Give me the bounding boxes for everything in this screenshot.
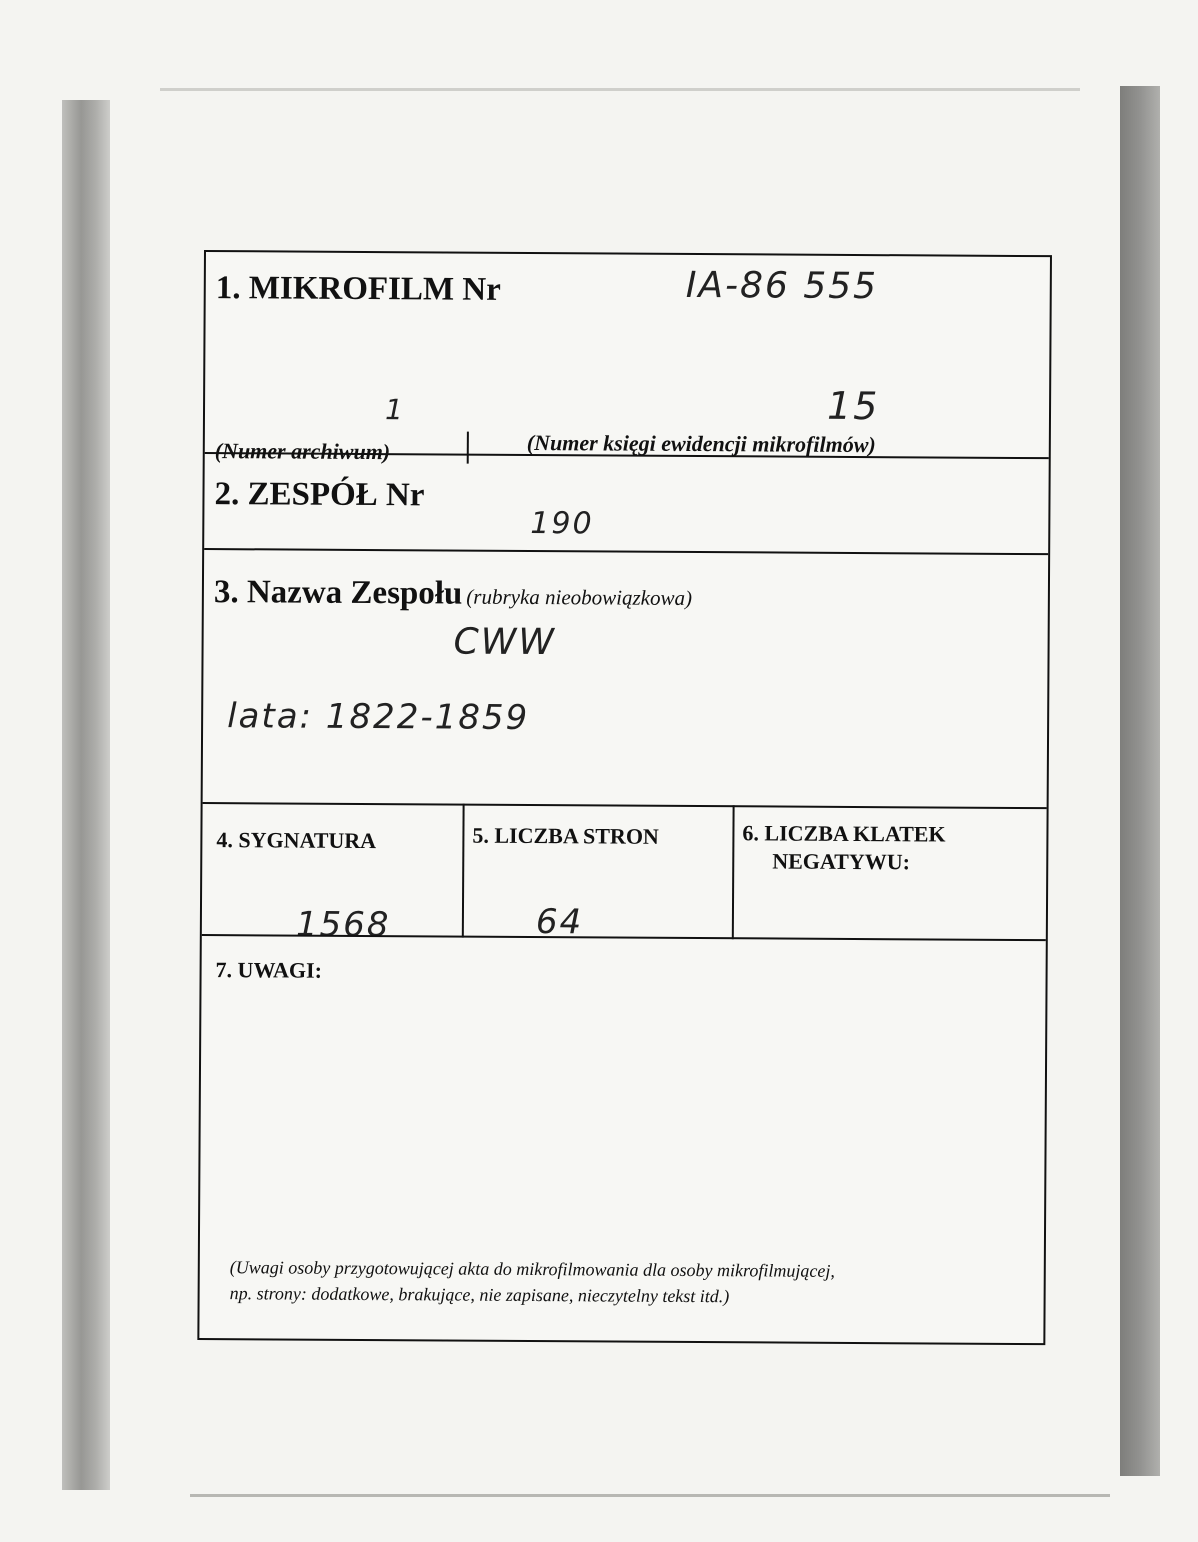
- remarks-instructions-line2: np. strony: dodatkowe, brakujące, nie zapisane, nieczytelny tekst itd.): [229, 1283, 730, 1307]
- call-number-label: 4. SYGNATURA: [216, 827, 377, 854]
- page-count-value: 64: [535, 902, 584, 943]
- ledger-number-label: (Numer księgi ewidencji mikrofilmów): [526, 429, 876, 458]
- archive-number-label: (Numer archiwum): [214, 438, 391, 465]
- scan-edge-left: [62, 100, 110, 1490]
- frame-count-label-line2: NEGATYWU:: [772, 848, 911, 875]
- remarks-label: 7. UWAGI:: [215, 957, 323, 983]
- column-divider-2: [732, 805, 735, 939]
- fonds-name-label-row: [214, 574, 692, 614]
- microfilm-number-label: 1. MIKROFILM Nr: [215, 270, 501, 308]
- page-count-label: 5. LICZBA STRON: [472, 822, 659, 849]
- section-divider-3: [203, 802, 1047, 809]
- frame-count-label: [742, 819, 945, 876]
- scan-edge-right: [1120, 86, 1160, 1476]
- fonds-number-value: 190: [530, 505, 594, 542]
- archive-number-value: 1: [384, 393, 405, 427]
- call-number-value: 1568: [295, 904, 391, 946]
- ledger-number-value: 15: [826, 383, 880, 429]
- fonds-years-value: lata: 1822-1859: [227, 696, 530, 738]
- column-divider-1: [462, 804, 465, 938]
- fonds-name-note: (rubryka nieobowiązkowa): [466, 584, 693, 610]
- fonds-number-label: 2. ZESPÓŁ Nr: [214, 476, 425, 514]
- scan-top-line: [160, 88, 1080, 91]
- archive-divider: [467, 432, 469, 464]
- frame-count-label-line1: 6. LICZBA KLATEK: [742, 820, 946, 847]
- fonds-name-label: 3. Nazwa Zespołu: [213, 574, 463, 612]
- remarks-instructions: [230, 1254, 1030, 1311]
- scan-bottom-line: [190, 1494, 1110, 1497]
- section-divider-2: [204, 548, 1048, 555]
- remarks-instructions-line1: (Uwagi osoby przygotowującej akta do mikrofilmowania dla osoby mikrofilmującej,: [229, 1257, 835, 1281]
- microfilm-number-value: IA-86 555: [685, 264, 879, 308]
- microfilm-form: [197, 250, 1052, 1345]
- fonds-name-value: CWW: [453, 621, 557, 664]
